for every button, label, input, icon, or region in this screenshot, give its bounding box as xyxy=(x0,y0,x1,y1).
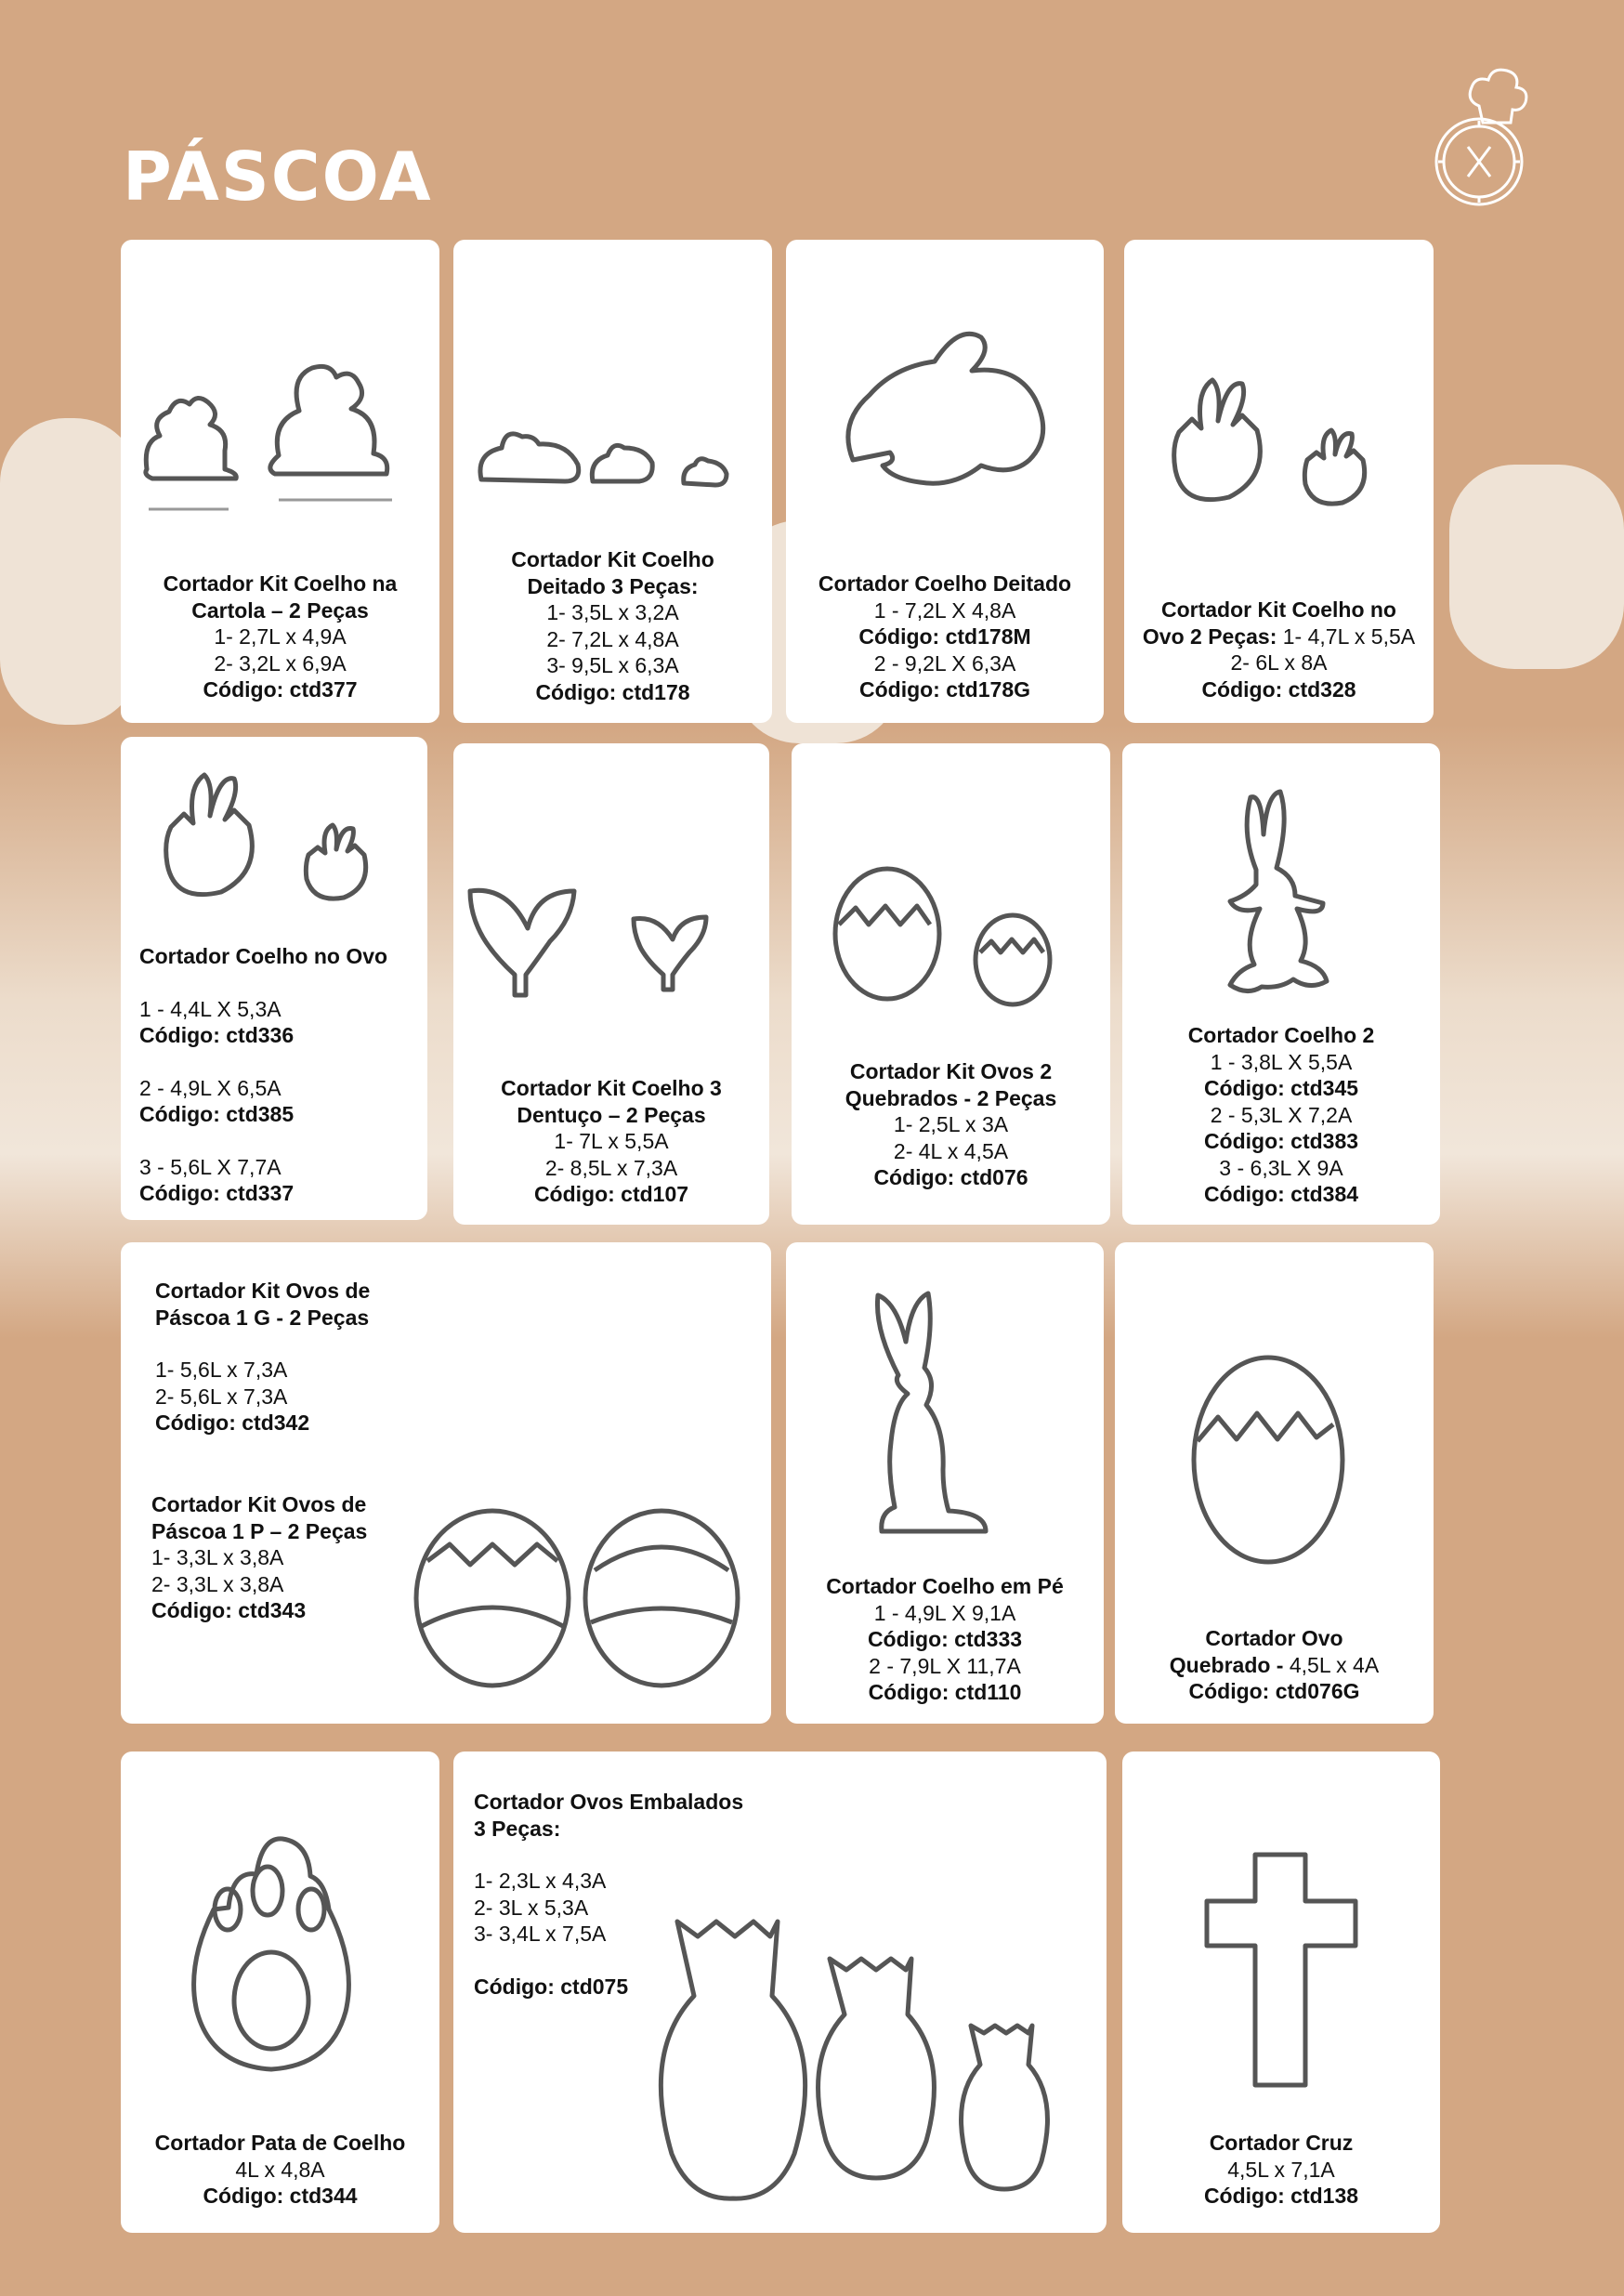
product-size: 1- 3,3L x 3,8A xyxy=(151,1545,284,1569)
bunny-in-egg-cutter-image xyxy=(158,762,418,920)
product-size: 3- 9,5L x 6,3A xyxy=(546,653,679,677)
product-size: 1- 2,5L x 3A xyxy=(893,1112,1009,1136)
product-name: 3 Peças: xyxy=(474,1816,561,1841)
product-code: Código: ctd377 xyxy=(203,677,358,702)
product-text-ctd343 xyxy=(151,1491,449,1624)
bunny-in-egg-set-cutter-image xyxy=(1166,367,1426,525)
product-code: Código: ctd110 xyxy=(868,1680,1022,1704)
standing-bunny-cutter-image xyxy=(1198,788,1356,1002)
product-text-ctd345 xyxy=(1122,1022,1440,1208)
product-code: Código: ctd333 xyxy=(867,1627,1023,1651)
product-size: 2- 8,5L x 7,3A xyxy=(544,1155,678,1180)
wrapped-eggs-set-cutter-image xyxy=(664,1914,1073,2202)
product-name: Cortador Kit Coelho na xyxy=(163,571,398,596)
product-size: 1 - 7,2L X 4,8A xyxy=(873,597,1016,623)
product-text-ctd138 xyxy=(1122,2130,1440,2210)
product-text-ctd107 xyxy=(453,1075,769,1208)
product-name: Cortador Ovo xyxy=(1205,1626,1343,1650)
product-text-ctd333 xyxy=(786,1573,1104,1706)
product-name: Cortador Kit Ovos de xyxy=(155,1279,371,1303)
product-name: Cortador Cruz xyxy=(1209,2131,1354,2155)
product-code: Código: ctd178G xyxy=(858,677,1030,702)
product-name: Cortador Coelho Deitado xyxy=(818,571,1072,596)
product-name: Quebrado - xyxy=(1169,1652,1284,1677)
product-text-ctd076g xyxy=(1115,1625,1434,1705)
product-size: 1 - 4,9L X 9,1A xyxy=(873,1600,1016,1625)
broken-eggs-set-cutter-image xyxy=(832,859,1064,1008)
lying-bunny-set-cutter-image xyxy=(474,409,753,492)
buck-tooth-bunny-set-cutter-image xyxy=(465,878,753,1017)
lying-bunny-cutter-image xyxy=(836,330,1050,516)
product-code: Código: ctd344 xyxy=(203,2184,358,2208)
product-code: Código: ctd384 xyxy=(1203,1182,1359,1206)
product-size: 1- 3,5L x 3,2A xyxy=(546,600,679,624)
product-code: Código: ctd076 xyxy=(873,1165,1028,1189)
product-name: Cortador Kit Ovos 2 xyxy=(849,1059,1053,1083)
background-drip xyxy=(0,418,139,725)
product-text-ctd336 xyxy=(139,943,418,1207)
product-size: 1- 7L x 5,5A xyxy=(554,1129,669,1153)
product-text-ctd178 xyxy=(453,546,772,705)
product-code: Código: ctd178M xyxy=(858,624,1031,649)
product-size: 4L x 4,8A xyxy=(235,2157,325,2182)
product-size: 2- 3,2L x 6,9A xyxy=(214,650,347,676)
product-code: Código: ctd342 xyxy=(155,1410,310,1435)
product-name: Cortador Coelho no Ovo xyxy=(139,944,388,968)
cross-cutter-image xyxy=(1203,1849,1361,2091)
product-size: 1- 2,7L x 4,9A xyxy=(214,624,347,649)
product-size: 3 - 6,3L X 9A xyxy=(1219,1155,1343,1180)
product-name: Cortador Kit Coelho no xyxy=(1161,597,1396,622)
product-text-ctd328 xyxy=(1124,597,1434,702)
product-name: Cortador Pata de Coelho xyxy=(154,2131,406,2155)
product-size: 2- 5,6L x 7,3A xyxy=(155,1384,288,1409)
product-name: Cartola – 2 Peças xyxy=(191,597,369,623)
product-code: Código: ctd336 xyxy=(139,1023,295,1047)
product-name: Cortador Ovos Embalados xyxy=(474,1790,744,1814)
product-size: 2- 7,2L x 4,8A xyxy=(546,626,679,651)
product-name: Páscoa 1 G - 2 Peças xyxy=(155,1305,370,1330)
product-size: 3 - 5,6L X 7,7A xyxy=(139,1154,282,1179)
standing-bunny-tall-cutter-image xyxy=(859,1292,1027,1552)
product-text-ctd344 xyxy=(121,2130,439,2210)
product-text-ctd178m xyxy=(786,571,1104,703)
product-size: 4,5L x 7,1A xyxy=(1227,2157,1335,2182)
easter-eggs-set-cutter-image xyxy=(409,1505,753,1691)
bunny-paw-cutter-image xyxy=(186,1835,353,2077)
product-code: Código: ctd345 xyxy=(1203,1076,1359,1100)
broken-egg-cutter-image xyxy=(1185,1352,1352,1575)
product-name: Cortador Kit Coelho xyxy=(511,547,714,571)
product-size: 2- 6L x 8A xyxy=(1230,650,1328,675)
product-size: 2 - 9,2L X 6,3A xyxy=(873,650,1016,676)
product-name: Quebrados - 2 Peças xyxy=(845,1085,1057,1110)
bunny-top-hat-cutter-image xyxy=(139,344,418,520)
product-code: Código: ctd075 xyxy=(474,1974,629,1999)
product-size: 2 - 5,3L X 7,2A xyxy=(1210,1102,1353,1127)
product-code: Código: ctd076G xyxy=(1188,1679,1360,1703)
product-code: Código: ctd383 xyxy=(1203,1129,1359,1153)
product-size: 1- 5,6L x 7,3A xyxy=(155,1358,288,1382)
product-code: Código: ctd343 xyxy=(151,1598,307,1622)
product-name: Páscoa 1 P – 2 Peças xyxy=(151,1518,368,1543)
product-name: Cortador Kit Coelho 3 xyxy=(501,1076,722,1100)
product-name: Ovo 2 Peças: xyxy=(1142,623,1277,649)
product-size: 2- 3,3L x 3,8A xyxy=(151,1571,284,1596)
product-name: Cortador Coelho em Pé xyxy=(826,1574,1064,1598)
product-size: 3- 3,4L x 7,5A xyxy=(474,1922,607,1946)
product-code: Código: ctd385 xyxy=(139,1102,295,1126)
product-code: Código: ctd107 xyxy=(533,1182,689,1206)
product-code: Código: ctd328 xyxy=(1201,676,1356,702)
product-name: Deitado 3 Peças: xyxy=(527,573,699,598)
background-drip xyxy=(1449,465,1624,669)
product-size: 1 - 4,4L X 5,3A xyxy=(139,996,282,1021)
product-size: 4,5L x 4A xyxy=(1283,1652,1380,1677)
product-size: 2 - 7,9L X 11,7A xyxy=(869,1653,1021,1678)
product-code: Código: ctd337 xyxy=(139,1181,295,1205)
product-name: Cortador Kit Ovos de xyxy=(151,1492,367,1516)
product-size: 2 - 4,9L X 6,5A xyxy=(139,1075,282,1100)
product-name: Dentuço – 2 Peças xyxy=(517,1102,706,1127)
chef-clock-icon xyxy=(1431,58,1552,216)
product-text-ctd377 xyxy=(121,571,439,703)
product-size: 1- 2,3L x 4,3A xyxy=(474,1869,607,1893)
product-code: Código: ctd178 xyxy=(535,679,690,704)
product-size: 1 - 3,8L X 5,5A xyxy=(1210,1049,1353,1074)
product-name: Cortador Coelho 2 xyxy=(1187,1023,1375,1047)
product-code: Código: ctd138 xyxy=(1203,2184,1359,2208)
product-size: 2- 3L x 5,3A xyxy=(474,1895,589,1920)
product-text-ctd076 xyxy=(792,1058,1110,1191)
page-title: PÁSCOA xyxy=(123,138,433,216)
product-size: 2- 4L x 4,5A xyxy=(893,1138,1009,1163)
product-size: 1- 4,7L x 5,5A xyxy=(1277,623,1416,649)
product-text-ctd342 xyxy=(155,1278,452,1437)
